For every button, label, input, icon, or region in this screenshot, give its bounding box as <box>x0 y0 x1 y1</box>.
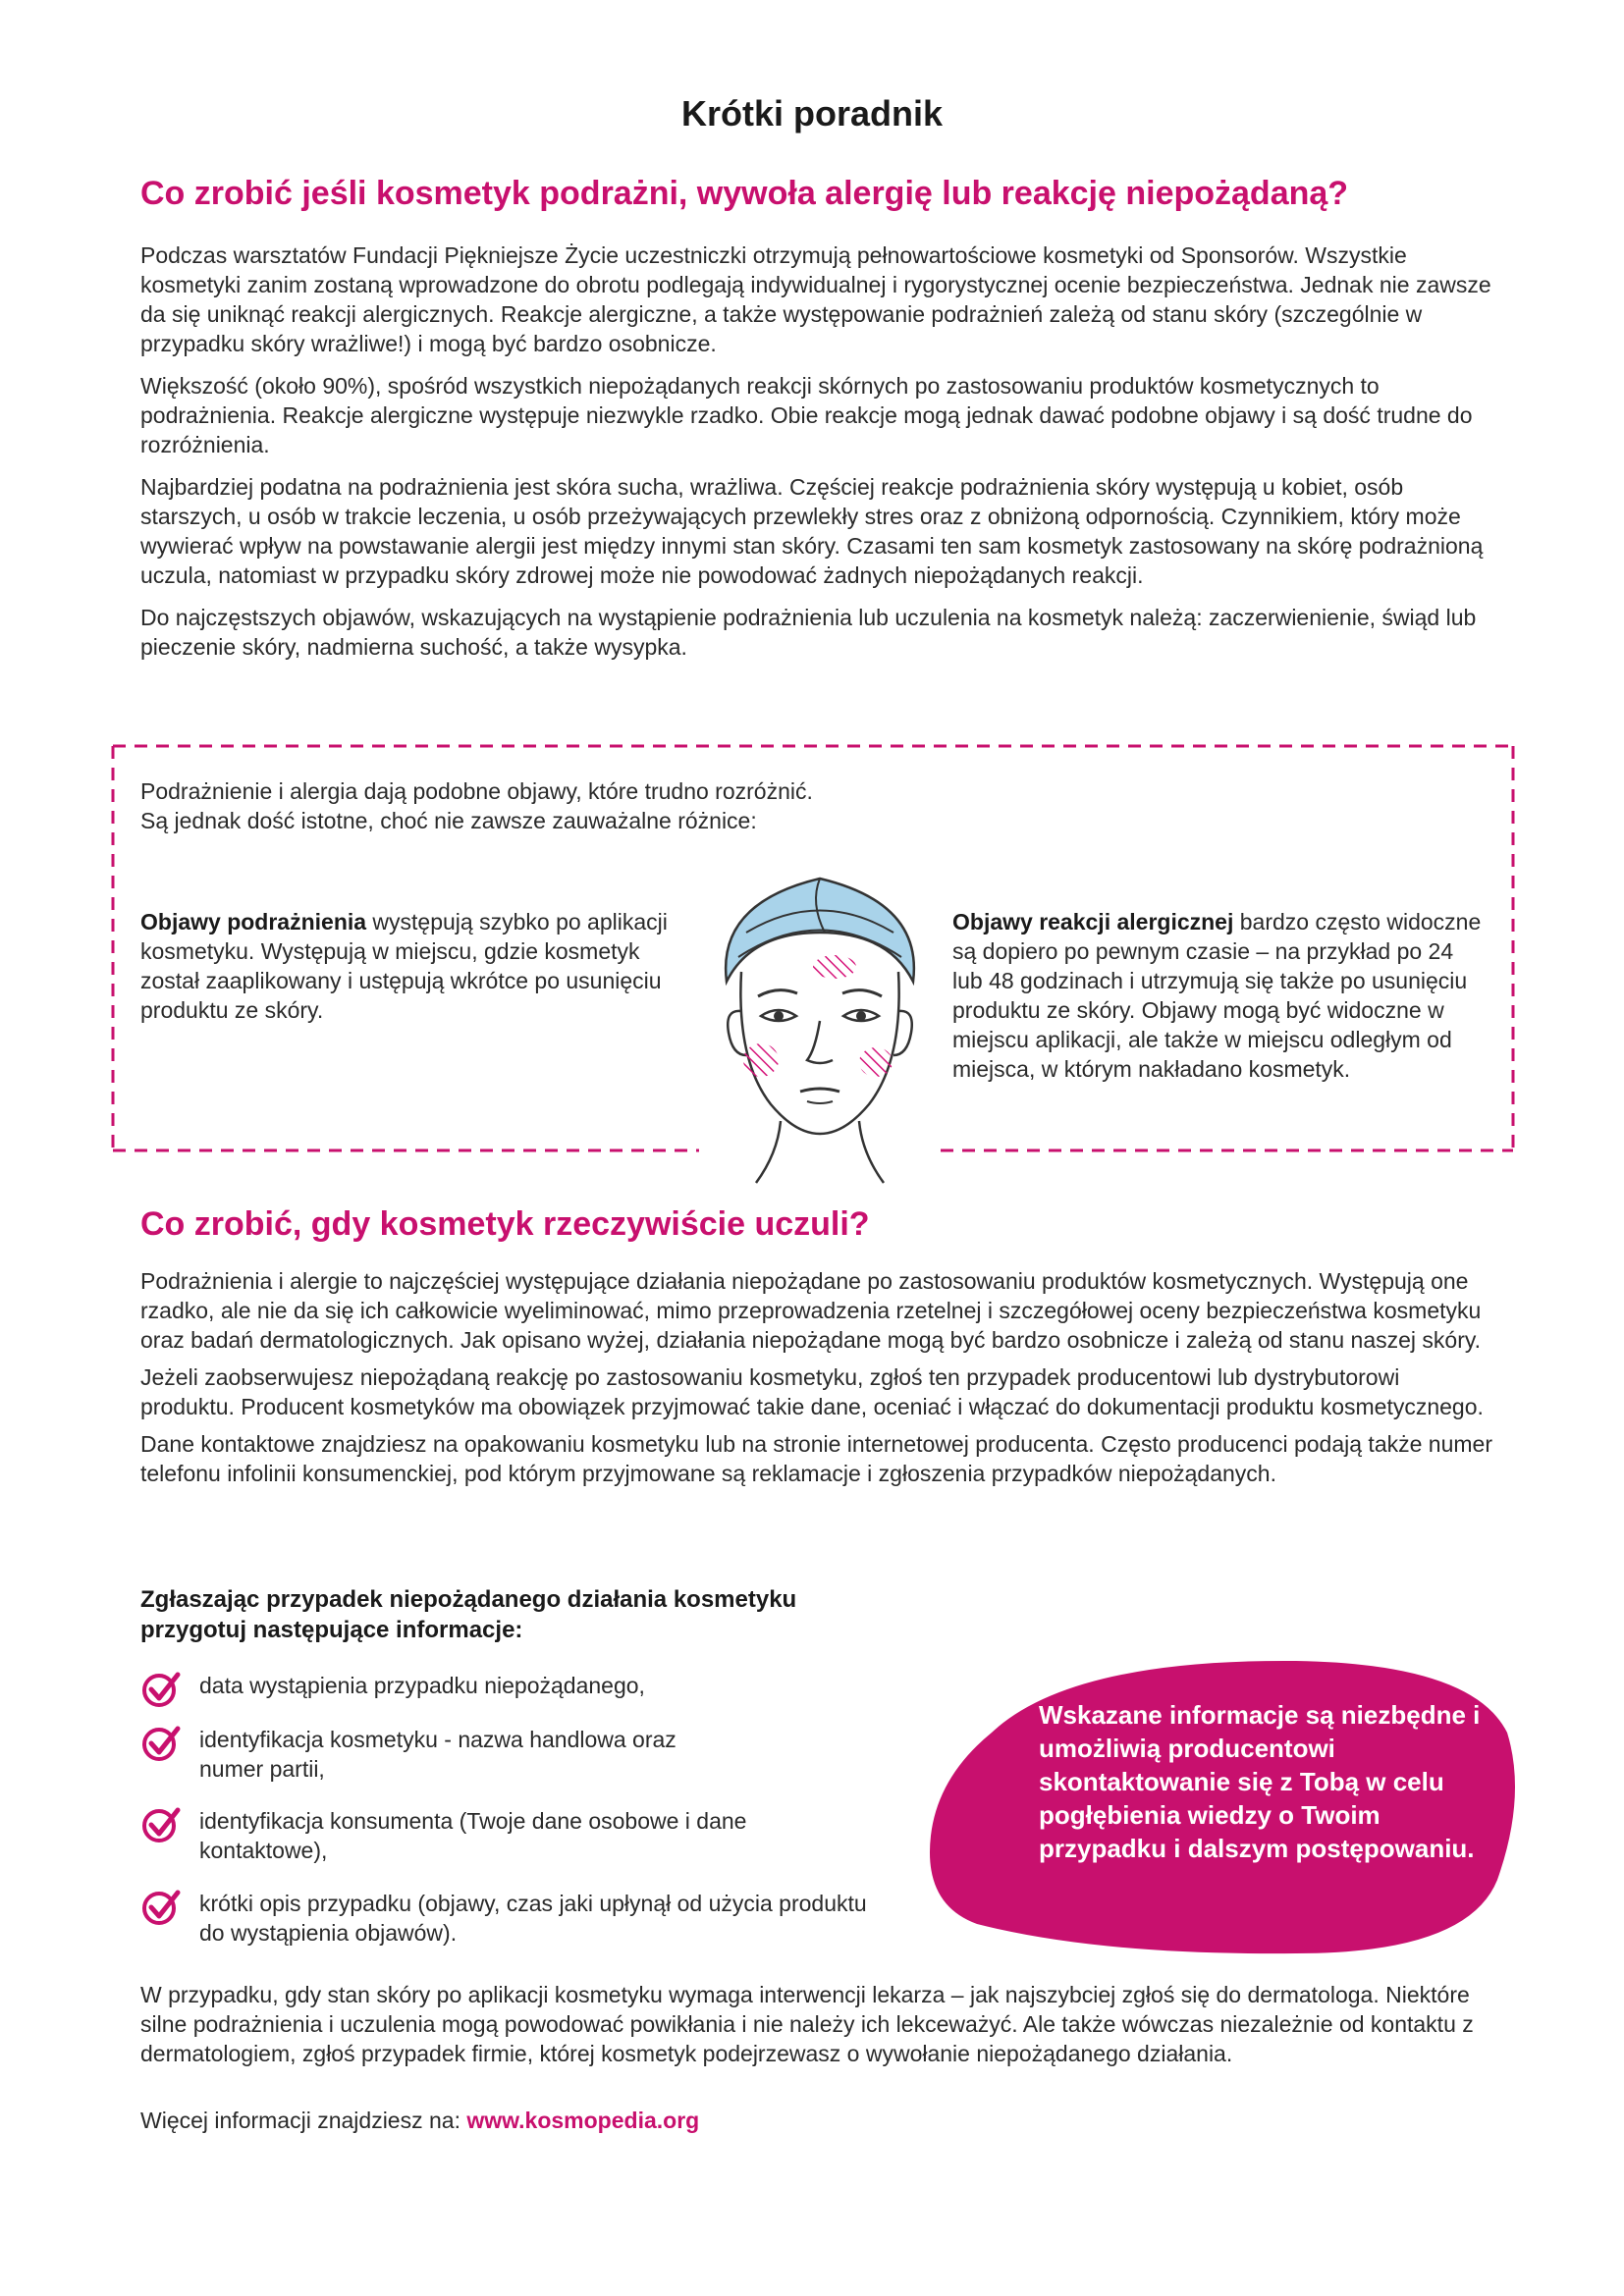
section2-heading: Co zrobić, gdy kosmetyk rzeczywiście uczuli? <box>140 1205 870 1243</box>
check-circle-icon <box>140 1723 182 1764</box>
check-circle-icon <box>140 1669 182 1710</box>
irritation-symptoms <box>140 907 671 1025</box>
face-illustration <box>687 864 952 1188</box>
section2-paragraph: Jeżeli zaobserwujesz niepożądaną reakcję po zastosowaniu kosmetyku, zgłoś ten przypadek producentowi lub dystrybutorowi produktu. Producent kosmetyków ma obowiązek przyjmować takie dane, oceniać i włączać do dokumentacji produktu kosmetycznego. <box>140 1364 1484 1419</box>
allergy-symptoms <box>952 907 1483 1084</box>
report-list-heading: Zgłaszając przypadek niepożądanego działania kosmetyku przygotuj następujące informacje: <box>140 1586 797 1643</box>
comparison-intro <box>140 776 926 835</box>
section1-paragraph: Do najczęstszych objawów, wskazujących na wystąpienie podrażnienia lub uczulenia na kosmetyk należą: zaczerwienienie, świąd lub pieczenie skóry, nadmierna suchość, a także wysypka. <box>140 605 1477 660</box>
section2-body <box>140 1266 1495 1496</box>
list-item-text: identyfikacja konsumenta (Twoje dane osobowe i dane kontaktowe), <box>199 1808 747 1863</box>
callout-text: Wskazane informacje są niezbędne i umożliwią producentowi skontaktowanie się z Tobą w celu pogłębienia wiedzy o Twoim przypadku i dalszym postępowaniu. <box>1039 1700 1481 1863</box>
list-item-text: data wystąpienia przypadku niepożądanego, <box>199 1673 645 1698</box>
section2-paragraph: Podrażnienia i alergie to najczęściej występujące działania niepożądane po zastosowaniu produktów kosmetycznych. Występują one rzadko, ale nie da się ich całkowicie wyeliminować, mimo przeprowadzenia rzetelnej i szczegółowej oceny bezpieczeństwa kosmetyku oraz badań dermatologicznych. Jak opisano wyżej, działania niepożądane mogą być bardzo osobnicze i zależą od stanu naszej skóry. <box>140 1268 1482 1353</box>
comparison-intro-line: Podrażnienie i alergia dają podobne objawy, które trudno rozróżnić. <box>140 778 813 804</box>
check-circle-icon <box>140 1804 182 1845</box>
section1-paragraph: Najbardziej podatna na podrażnienia jest skóra sucha, wrażliwa. Częściej reakcje podrażnienia skóry występują u kobiet, osób starszych, u osób w trakcie leczenia, u osób przeżywających przewlekły stres oraz z obniżoną odpornością. Czynnikiem, który może wywierać wpływ na powstawanie alergii jest między innymi stan skóry. Czasami ten sam kosmetyk zastosowany na skórę podrażnioną uczula, natomiast w przypadku skóry zdrowej może nie powodować żadnych niepożądanych reakcji. <box>140 474 1484 588</box>
section1-paragraph: Podczas warsztatów Fundacji Piękniejsze Życie uczestniczki otrzymują pełnowartościowe kosmetyki od Sponsorów. Wszystkie kosmetyki zanim zostaną wprowadzone do obrotu podlegają indywidualnej i rygorystycznej ocenie bezpieczeństwa. Jednak nie zawsze da się uniknąć reakcji alergicznych. Reakcje alergiczne, a także występowanie podrażnień zależą od stanu skóry (szczególnie w przypadku skóry wrażliwe!) i mogą być bardzo osobnicze. <box>140 242 1491 356</box>
page-title: Krótki poradnik <box>680 93 944 133</box>
list-item-text: krótki opis przypadku (objawy, czas jaki upłynął od użycia produktu do wystąpienia objawów). <box>199 1891 867 1946</box>
irritation-symptoms-title: Objawy podrażnienia <box>140 909 367 934</box>
allergy-symptoms-title: Objawy reakcji alergicznej <box>952 909 1234 934</box>
footer-link[interactable]: www.kosmopedia.org <box>466 2108 700 2133</box>
section1-heading: Co zrobić jeśli kosmetyk podrażni, wywoła alergię lub reakcję niepożądaną? <box>140 175 1349 212</box>
footer-label: Więcej informacji znajdziesz na: <box>140 2108 467 2133</box>
check-circle-icon <box>140 1887 182 1928</box>
comparison-intro-line: Są jednak dość istotne, choć nie zawsze zauważalne różnice: <box>140 808 757 833</box>
irritation-symptoms-text: występują szybko po aplikacji kosmetyku. Występują w miejscu, gdzie kosmetyk został zaaplikowany i ustępują wkrótce po usunięciu produktu ze skóry. <box>140 909 668 1023</box>
list-item-text: identyfikacja kosmetyku - nazwa handlowa oraz numer partii, <box>199 1727 677 1782</box>
section2-paragraph: Dane kontaktowe znajdziesz na opakowaniu kosmetyku lub na stronie internetowej producenta. Często producenci podają także numer telefonu infolinii konsumenckiej, pod którym przyjmowane są reklamacje i zgłoszenia przypadków niepożądanych. <box>140 1431 1492 1486</box>
allergy-symptoms-text: bardzo często widoczne są dopiero po pewnym czasie – na przykład po 24 lub 48 godzinach i utrzymują się także po usunięciu produktu ze skóry. Objawy mogą być widoczne w miejscu aplikacji, ale także w miejscu odległym od miejsca, w którym nakładano kosmetyk. <box>952 909 1482 1082</box>
closing-paragraph: W przypadku, gdy stan skóry po aplikacji kosmetyku wymaga interwencji lekarza – jak najszybciej zgłoś się do dermatologa. Niektóre silne podrażnienia i uczulenia mogą powodować powikłania i nie należy ich lekceważyć. Ale także wówczas niezależnie od kontaktu z dermatologiem, zgłoś przypadek firmie, której kosmetyk podejrzewasz o wywołanie niepożądanego działania. <box>140 1982 1474 2066</box>
footer <box>140 2108 699 2134</box>
section1-paragraph: Większość (około 90%), spośród wszystkich niepożądanych reakcji skórnych po zastosowaniu produktów kosmetycznych to podrażnienia. Reakcje alergiczne występuje niezwykle rzadko. Obie reakcje mogą jednak dawać podobne objawy i są dość trudne do rozróżnienia. <box>140 373 1473 457</box>
